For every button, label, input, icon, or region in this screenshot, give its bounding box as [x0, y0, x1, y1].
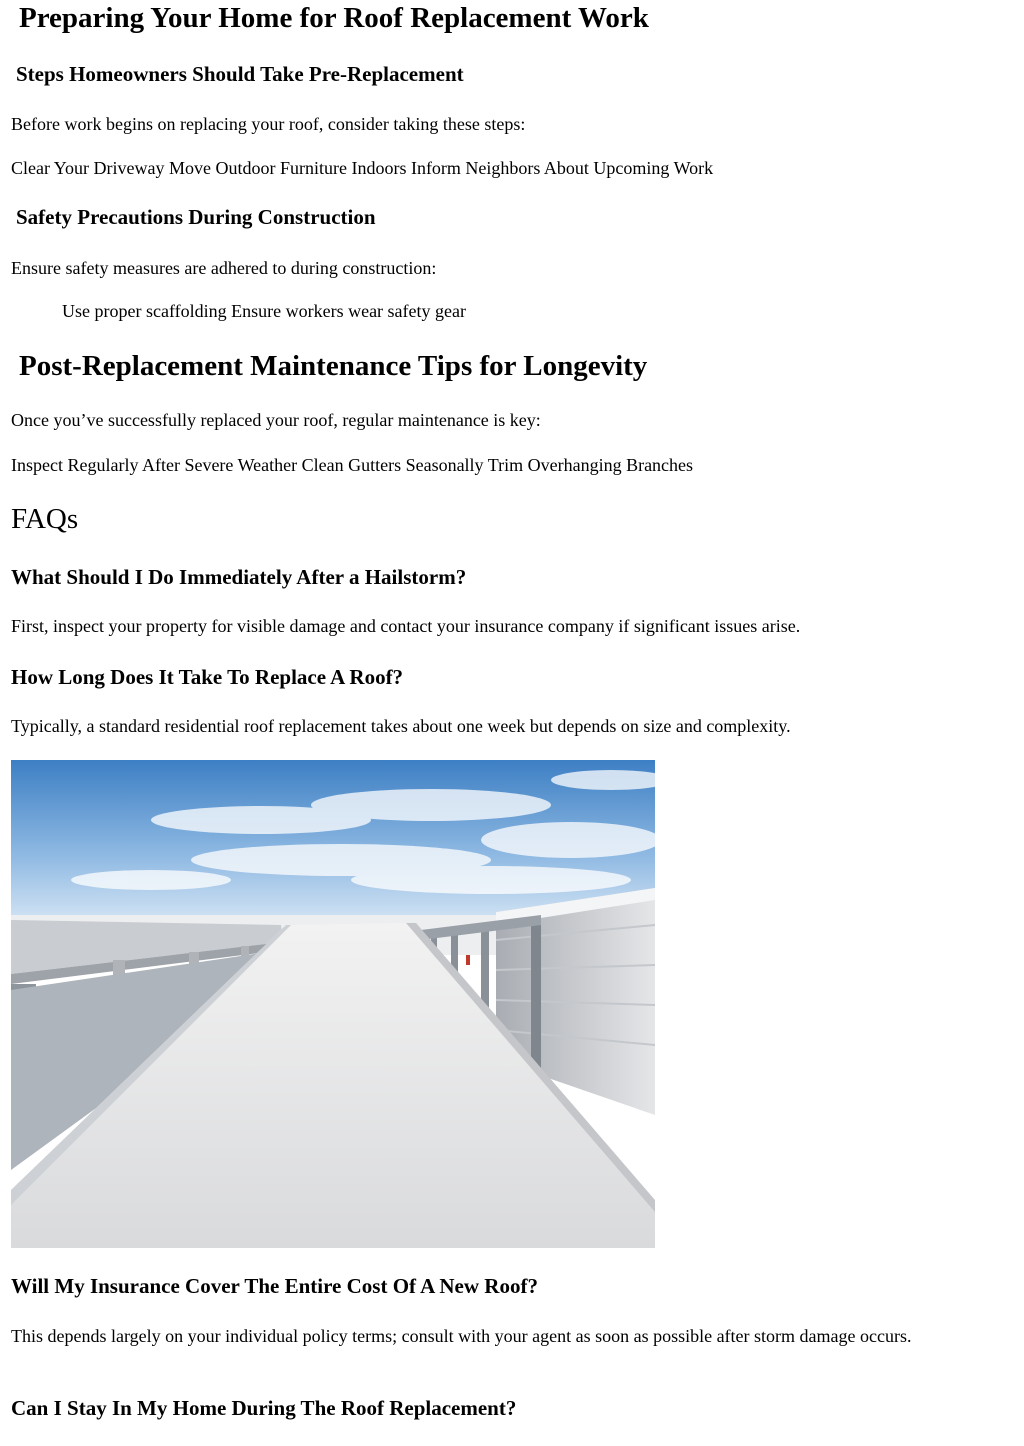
post-list: Inspect Regularly After Severe Weather Clean Gutters Seasonally Trim Overhanging Branches [11, 455, 694, 475]
faq-answer: Typically, a standard residential roof replacement takes about one week but depends on size and complexity. [11, 716, 791, 736]
page-title: Preparing Your Home for Roof Replacement Work [19, 2, 649, 34]
faq-answer: This depends largely on your individual policy terms; consult with your agent as soon as possible after storm damage occurs. [11, 1326, 912, 1346]
steps-heading: Steps Homeowners Should Take Pre-Replacement [16, 62, 464, 86]
roof-photo [11, 760, 655, 1248]
safety-heading: Safety Precautions During Construction [16, 205, 376, 229]
faqs-title: FAQs [11, 503, 79, 535]
faq-question: Can I Stay In My Home During The Roof Replacement? [11, 1396, 517, 1420]
safety-intro: Ensure safety measures are adhered to during construction: [11, 258, 437, 278]
faq-question: How Long Does It Take To Replace A Roof? [11, 665, 404, 689]
post-intro: Once you’ve successfully replaced your roof, regular maintenance is key: [11, 410, 541, 430]
steps-intro: Before work begins on replacing your roof, consider taking these steps: [11, 114, 526, 134]
faq-question: What Should I Do Immediately After a Hailstorm? [11, 565, 467, 589]
faq-answer: First, inspect your property for visible damage and contact your insurance company if significant issues arise. [11, 616, 801, 636]
steps-list: Clear Your Driveway Move Outdoor Furniture Indoors Inform Neighbors About Upcoming Work [11, 158, 714, 178]
faq-question: Will My Insurance Cover The Entire Cost Of A New Roof? [11, 1274, 538, 1298]
post-replacement-title: Post-Replacement Maintenance Tips for Longevity [19, 350, 648, 382]
safety-list: Use proper scaffolding Ensure workers wear safety gear [62, 301, 467, 321]
